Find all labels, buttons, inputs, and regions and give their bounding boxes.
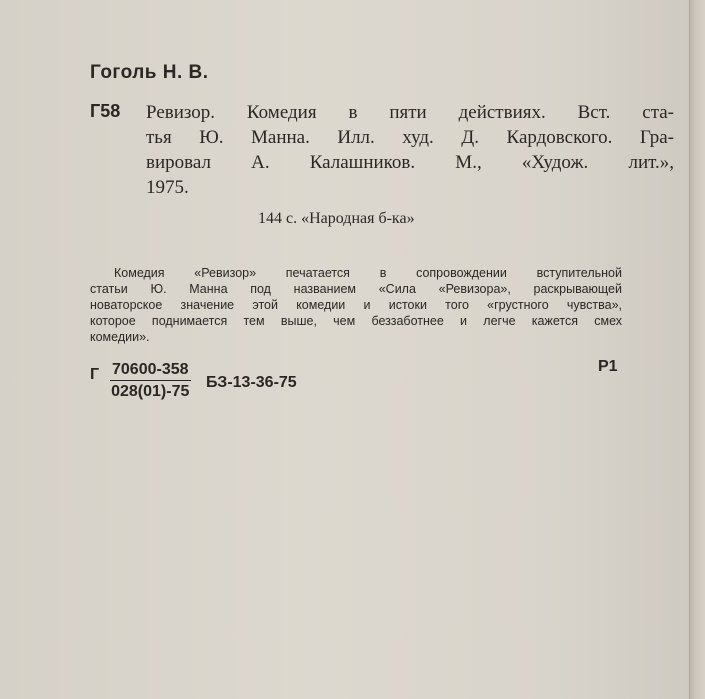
index-fraction — [110, 361, 191, 401]
annotation — [90, 265, 622, 345]
annotation-line: статьи Ю. Манна под названием «Сила «Ревизора», раскрывающей — [90, 282, 622, 296]
catalog-code: Г58 — [90, 101, 121, 121]
index-letter: Г — [90, 366, 100, 383]
annotation-line: комедии». — [90, 330, 150, 344]
description-line: 1975. — [146, 177, 189, 198]
index-denominator: 028(01)-75 — [111, 383, 190, 400]
description-line: тья Ю. Манна. Илл. худ. Д. Кардовского. Гра- — [146, 127, 674, 148]
description-line: вировал А. Калашников. М., «Худож. лит.», — [146, 152, 674, 173]
bibliographic-description — [146, 100, 674, 200]
pages-series: 144 с. «Народная б-ка» — [258, 210, 415, 227]
book-gutter — [689, 0, 705, 699]
description-line: Ревизор. Комедия в пяти действиях. Вст. ста- — [146, 102, 674, 123]
bz-number: БЗ-13-36-75 — [206, 374, 297, 391]
author-name: Гоголь Н. В. — [90, 62, 209, 83]
annotation-line: новаторское значение этой комедии и истоки того «грустного чувства», — [90, 298, 622, 312]
index-numerator: 70600-358 — [110, 361, 191, 381]
annotation-line: Комедия «Ревизор» печатается в сопровождении вступительной — [114, 266, 622, 280]
classification-code: Р1 — [598, 358, 618, 375]
annotation-line: которое поднимается тем выше, чем беззаботнее и легче кажется смех — [90, 314, 622, 328]
